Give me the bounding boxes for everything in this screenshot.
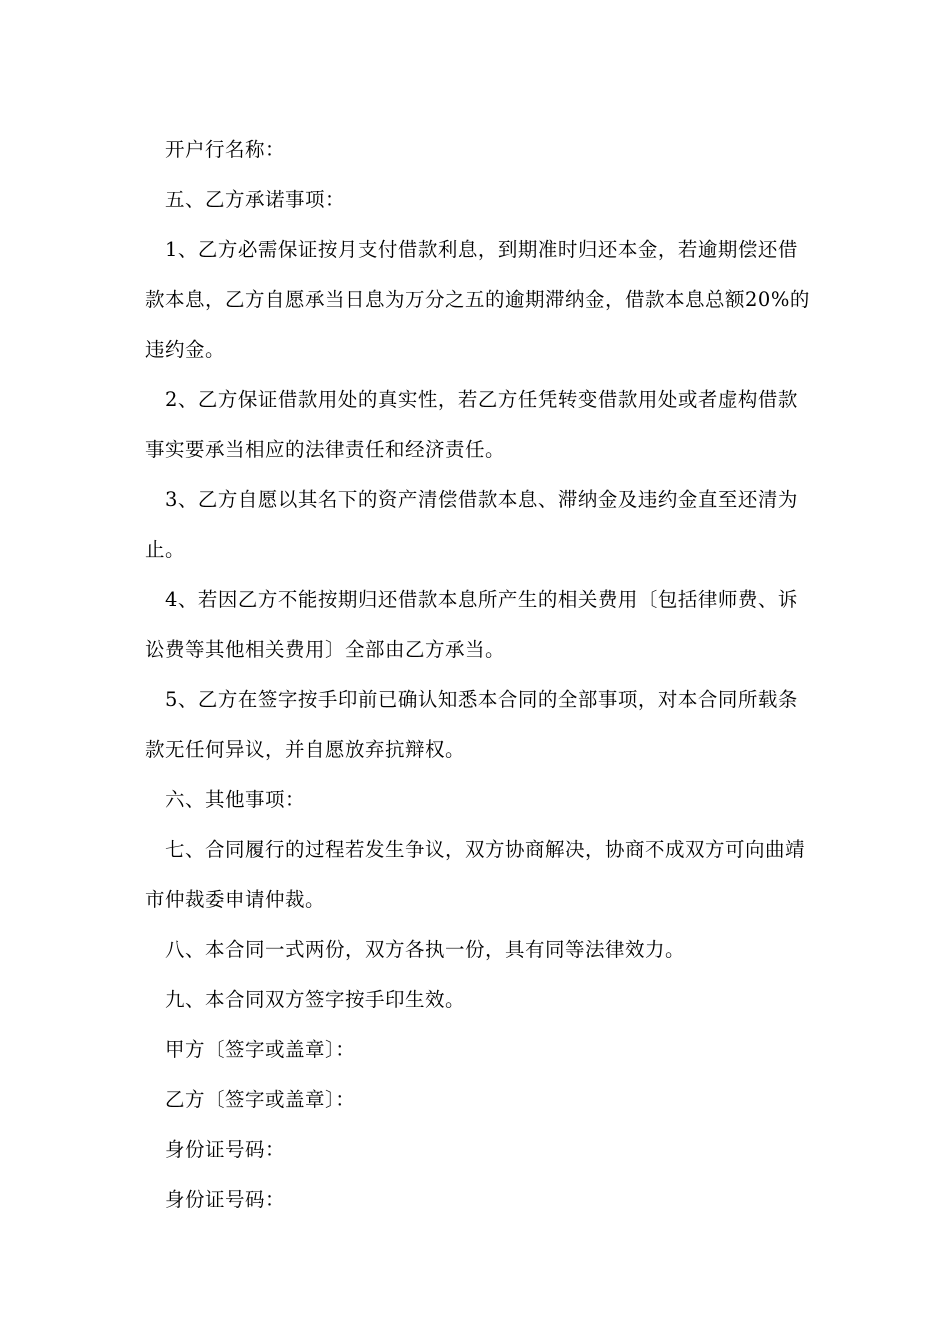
bank-name-line: 开户行名称：	[165, 138, 286, 161]
clause-five-2: 2、乙方保证借款用处的真实性，若乙方任凭转变借款用处或者虚构借款事实要承当相应的法律责任和经济责任。	[145, 388, 798, 461]
party-a-signature: 甲方〔签字或盖章〕：	[165, 1038, 356, 1061]
clause-five-4: 4、若因乙方不能按期归还借款本息所产生的相关费用〔包括律师费、诉讼费等其他相关费用〕全部由乙方承当。	[145, 588, 798, 661]
section-eight: 八、本合同一式两份，双方各执一份，具有同等法律效力。	[165, 938, 686, 961]
section-nine: 九、本合同双方签字按手印生效。	[165, 988, 466, 1011]
clause-five-5: 5、乙方在签字按手印前已确认知悉本合同的全部事项，对本合同所载条款无任何异议，并自愿放弃抗辩权。	[145, 688, 798, 761]
party-b-signature: 乙方〔签字或盖章〕：	[165, 1088, 356, 1111]
id-number-line-b: 身份证号码：	[165, 1188, 286, 1211]
id-number-line-a: 身份证号码：	[165, 1138, 286, 1161]
clause-five-1: 1、乙方必需保证按月支付借款利息，到期准时归还本金，若逾期偿还借款本息，乙方自愿承当日息为万分之五的逾期滞纳金，借款本息总额20%的违约金。	[145, 238, 810, 361]
section-six-heading: 六、其他事项：	[165, 788, 306, 811]
clause-five-3: 3、乙方自愿以其名下的资产清偿借款本息、滞纳金及违约金直至还清为止。	[145, 488, 798, 561]
section-seven: 七、合同履行的过程若发生争议，双方协商解决，协商不成双方可向曲靖市仲裁委申请仲裁。	[145, 838, 806, 911]
section-five-heading: 五、乙方承诺事项：	[165, 188, 346, 211]
